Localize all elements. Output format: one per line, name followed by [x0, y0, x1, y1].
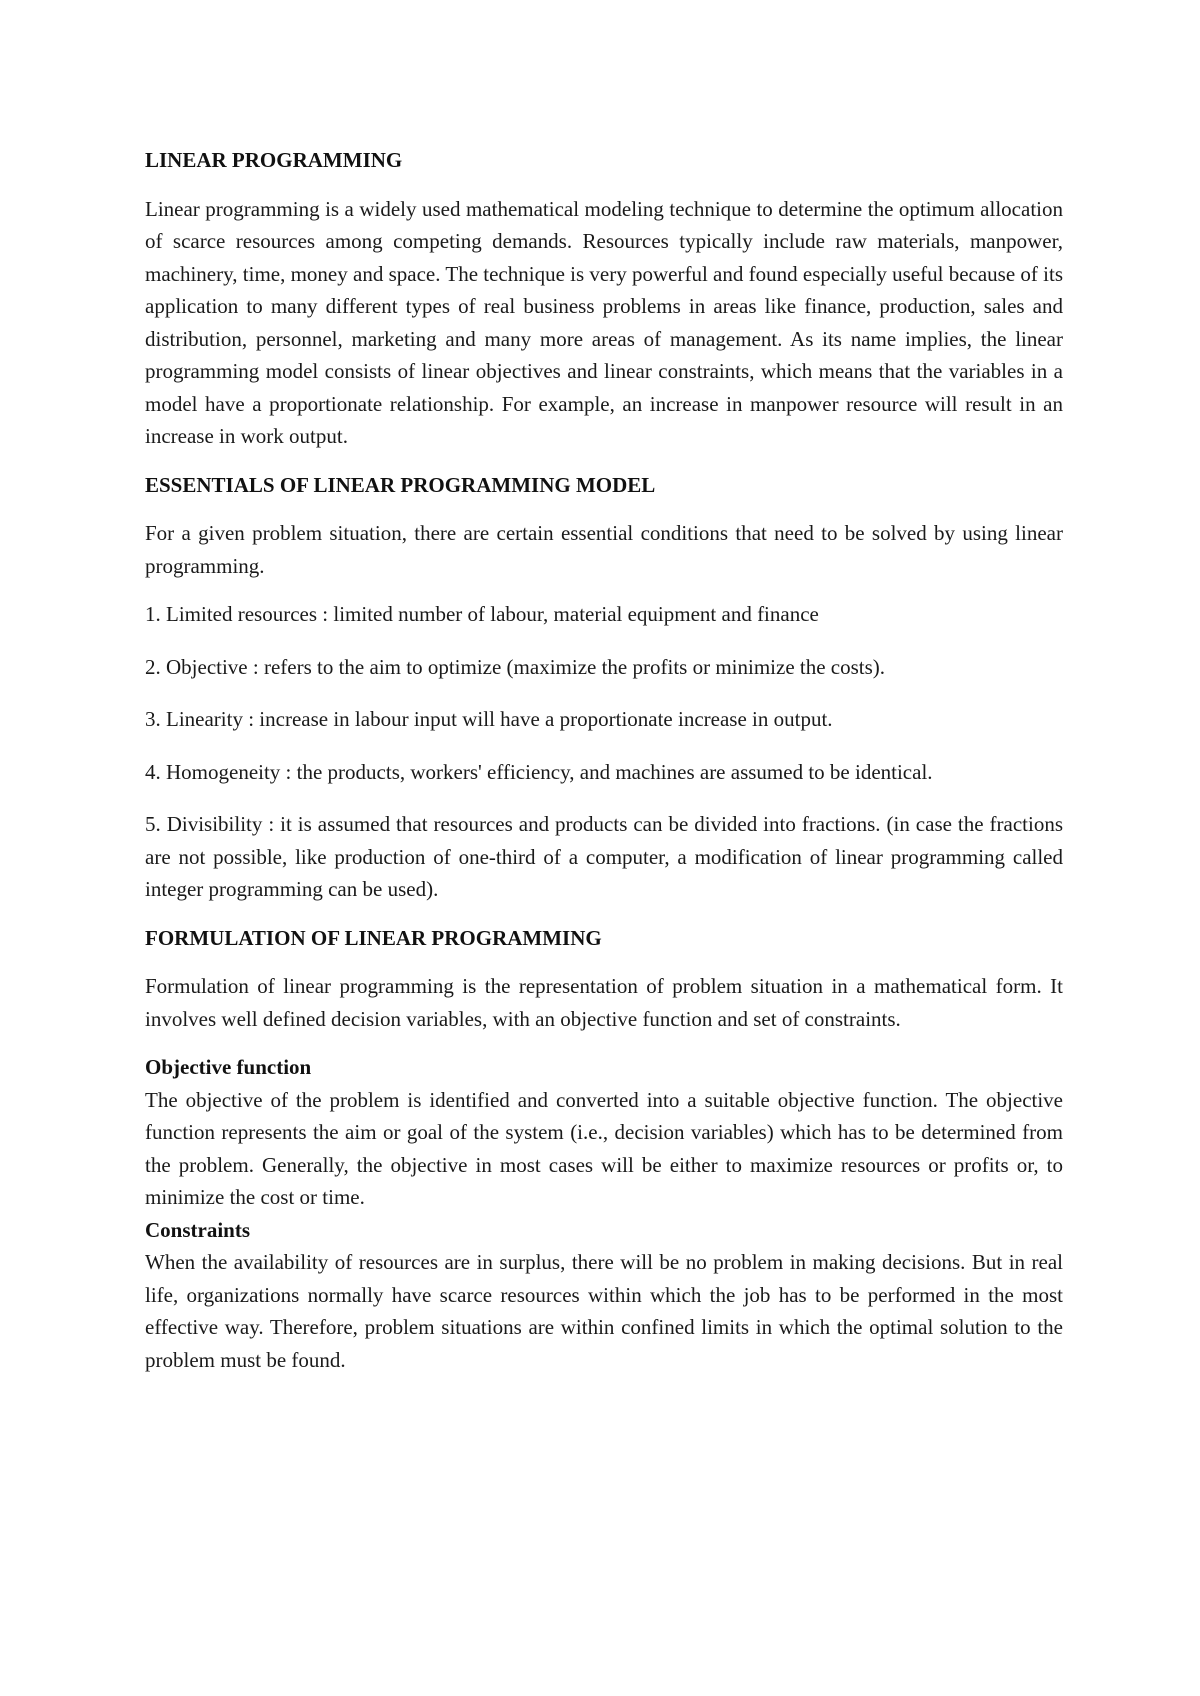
- paragraph-constraints: When the availability of resources are in surplus, there will be no problem in making decisions. But in real life, organizations normally have scarce resources within which the job has to be performed in the most effective way. Therefore, problem situations are within confined limits in which the optimal solution to the problem must be found.: [145, 1250, 1063, 1372]
- paragraph-formulation: Formulation of linear programming is the representation of problem situation in a mathematical form. It involves well defined decision variables, with an objective function and set of constraints.: [145, 974, 1063, 1031]
- paragraph-essentials-intro: For a given problem situation, there are certain essential conditions that need to be solved by using linear programming.: [145, 521, 1063, 578]
- heading-formulation: FORMULATION OF LINEAR PROGRAMMING: [145, 925, 602, 950]
- paragraph-objective-function: The objective of the problem is identified and converted into a suitable objective function. The objective function represents the aim or goal of the system (i.e., decision variables) which has to be determined from the problem. Generally, the objective in most cases will be either to maximize resources or profits or, to minimize the cost or time.: [145, 1087, 1063, 1209]
- subheading-objective-function: Objective function: [145, 1055, 312, 1079]
- subheading-constraints: Constraints: [145, 1217, 251, 1242]
- list-item: 2. Objective : refers to the aim to optimize (maximize the profits or minimize the costs).: [145, 654, 886, 679]
- list-item: 4. Homogeneity : the products, workers' efficiency, and machines are assumed to be identical.: [145, 759, 933, 784]
- list-item: 1. Limited resources : limited number of labour, material equipment and finance: [145, 602, 819, 626]
- list-item: 3. Linearity : increase in labour input will have a proportionate increase in output.: [145, 707, 833, 731]
- heading-essentials: ESSENTIALS OF LINEAR PROGRAMMING MODEL: [145, 472, 656, 497]
- heading-linear-programming: LINEAR PROGRAMMING: [145, 148, 403, 172]
- list-item: 5. Divisibility : it is assumed that resources and products can be divided into fractions. (in case the fractions are not possible, like production of one-third of a computer, a modification of linear programming called integer programming can be used).: [145, 812, 1063, 901]
- paragraph-linear-programming: Linear programming is a widely used mathematical modeling technique to determine the optimum allocation of scarce resources among competing demands. Resources typically include raw materials, manpower, machinery, time, money and space. The technique is very powerful and found especially useful because of its application to many different types of real business problems in areas like finance, production, sales and distribution, personnel, marketing and many more areas of management. As its name implies, the linear programming model consists of linear objectives and linear constraints, which means that the variables in a model have a proportionate relationship. For example, an increase in manpower resource will result in an increase in work output.: [145, 196, 1063, 448]
- document-body: [145, 144, 1063, 1376]
